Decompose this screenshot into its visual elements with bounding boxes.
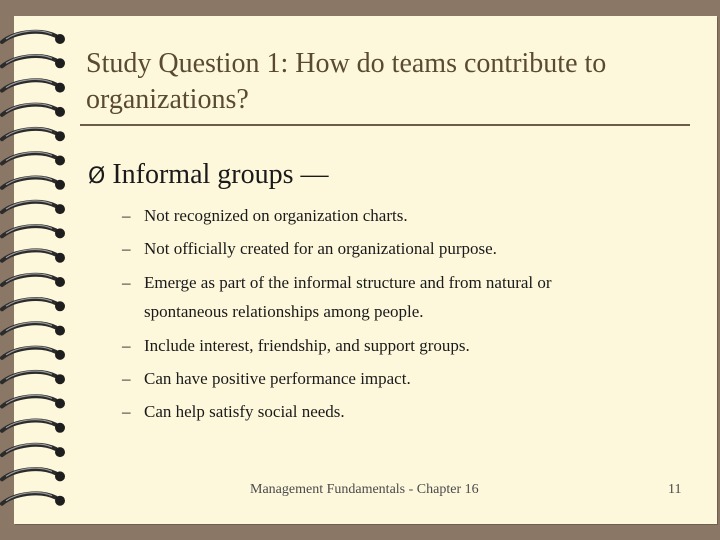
binding-hole <box>55 277 65 287</box>
sub-item-text: Emerge as part of the informal structure and from natural or spontaneous relationships among people. <box>144 273 552 321</box>
sub-item-text: Not recognized on organization charts. <box>144 206 408 225</box>
binding-hole <box>55 253 65 263</box>
binding-hole <box>55 131 65 141</box>
sub-item <box>122 397 642 426</box>
binding-hole <box>55 204 65 214</box>
binding-hole <box>55 326 65 336</box>
binding-hole <box>55 399 65 409</box>
main-bullet <box>88 157 329 195</box>
slide-footer: Management Fundamentals - Chapter 16 <box>250 482 479 497</box>
dash-marker: – <box>122 206 131 225</box>
binding-hole <box>55 496 65 506</box>
dash-marker: – <box>122 336 131 355</box>
binding-hole <box>55 374 65 384</box>
dash-marker: – <box>122 273 131 292</box>
sub-item <box>122 201 642 230</box>
sub-item <box>122 234 642 263</box>
sub-item-text: Can have positive performance impact. <box>144 369 411 388</box>
binding-hole <box>55 301 65 311</box>
sub-item-text: Can help satisfy social needs. <box>144 402 345 421</box>
title-divider <box>80 124 690 126</box>
binding-hole <box>55 58 65 68</box>
binding-hole <box>55 350 65 360</box>
main-bullet-text: Informal groups — <box>112 159 329 190</box>
dash-marker: – <box>122 369 131 388</box>
binding-hole <box>55 34 65 44</box>
binding-hole <box>55 83 65 93</box>
page-number: 11 <box>668 482 682 497</box>
sub-item <box>122 364 642 393</box>
binding-hole <box>55 447 65 457</box>
sub-item-text: Not officially created for an organizational purpose. <box>144 239 497 258</box>
binding-hole <box>55 471 65 481</box>
slide-title: Study Question 1: How do teams contribute to organizations? <box>86 48 607 115</box>
sub-item-text: Include interest, friendship, and support groups. <box>144 336 470 355</box>
binding-hole <box>55 423 65 433</box>
binding-hole <box>55 228 65 238</box>
dash-marker: – <box>122 239 131 258</box>
sub-item <box>122 268 642 326</box>
arrow-bullet-icon: Ø <box>88 164 106 189</box>
sub-item <box>122 331 642 360</box>
spiral-binding <box>0 0 80 540</box>
binding-hole <box>55 180 65 190</box>
binding-hole <box>55 107 65 117</box>
binding-hole <box>55 156 65 166</box>
dash-marker: – <box>122 402 131 421</box>
